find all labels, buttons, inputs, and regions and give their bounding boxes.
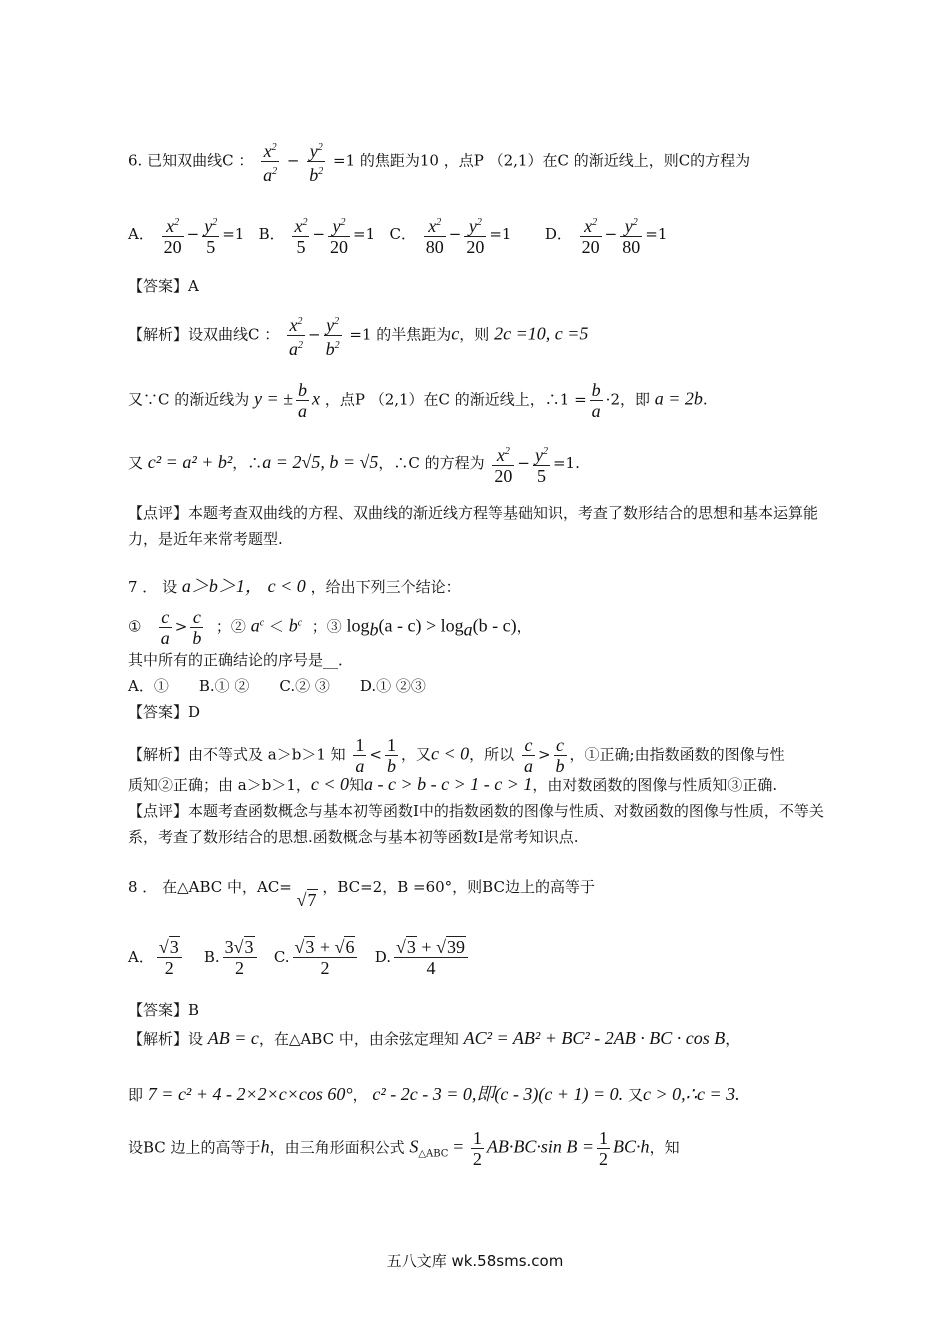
frac: $\frac{x^2}{20}$ (492, 442, 514, 486)
math: x (312, 388, 321, 409)
math: = (453, 1136, 468, 1157)
text: 又 (627, 1086, 643, 1104)
text: 设BC 边上的高等于 (128, 1138, 261, 1157)
frac: $\frac{b}{a}$ (298, 380, 308, 421)
text: ，BC=2，B =60°，则BC边上的高等于 (322, 878, 595, 896)
frac: $\frac{c}{a}$ (523, 735, 533, 776)
math: h (260, 1136, 270, 1157)
denominator: 20 (466, 237, 485, 257)
q6-analysis-2: 又∵C 的渐近线为 y = ± $\frac{b}{a}$ x ，点P （2,1）在C 的渐近线上，∴1 = $\frac{b}{a}$ ·2，即 a = 2b. (128, 380, 708, 421)
math: c² - 2c - 3 = 0,即(c - 3)(c + 1) = 0. (372, 1084, 624, 1104)
frac: $\frac{c}{a}$ (160, 607, 170, 648)
q7-analysis-2 (128, 774, 777, 795)
denominator: 5 (296, 237, 306, 257)
text: ， (725, 1030, 741, 1048)
text: ，给出下列三个结论： (310, 578, 461, 596)
denominator: 20 (330, 237, 349, 257)
text: ，在△ABC 中，由余弦定理知 (258, 1030, 459, 1048)
text: ， (516, 617, 532, 636)
denominator: 80 (622, 237, 641, 257)
q6-option-d[interactable]: D． $\frac{x^2}{20}$ − $\frac{y^2}{80}$ =1 (545, 225, 668, 243)
text: 知 (349, 776, 365, 794)
math: AB = c (207, 1028, 259, 1048)
q7-options[interactable]: A．① B.① ② C.② ③ D.① ②③ (128, 677, 426, 695)
text: 设双曲线C ： (188, 325, 280, 344)
text: ；② (215, 617, 246, 636)
math: a - c > b - c > 1 - c > 1 (364, 774, 533, 794)
analysis-label: 【解析】 (128, 325, 189, 344)
math: a＞b＞1， (181, 576, 263, 596)
q8-option-b[interactable] (203, 937, 260, 978)
denominator: 5 (206, 237, 216, 257)
text: 即 (128, 1086, 144, 1104)
frac: $\frac{y^2}{80}$ (620, 213, 642, 257)
math: 2c =10, c =5 (494, 323, 589, 344)
text: 【解析】设 (128, 1030, 204, 1048)
option-tail: =1 (645, 225, 668, 243)
math: c (451, 323, 460, 344)
math: AC² = AB² + BC² - 2AB · BC · cos B (463, 1028, 726, 1048)
q6-option-c[interactable]: C． $\frac{x^2}{80}$ − $\frac{y^2}{20}$ =1 (390, 225, 517, 243)
q7-stem (128, 576, 461, 597)
frac: $\frac{y^2}{20}$ (464, 213, 486, 257)
text: ，点P （2,1）在C 的渐近线上，∴1 = (324, 390, 587, 409)
frac: $\frac{1}{b}$ (387, 735, 396, 776)
text: ，①正确;由指数函数的图像与性 (569, 745, 785, 764)
q8-option-a[interactable] (128, 937, 185, 978)
frac: $\frac{3√3}{2}$ (223, 937, 257, 978)
q7-analysis-1: 【解析】由不等式及 a＞b＞1 知 $\frac{1}{a}$ < $\frac{1}{b}$ ，又c < 0，所以 $\frac{c}{a}$ > $\frac{c}{b}$ ，①正确;由指数函数的图像与性 (128, 735, 785, 776)
option-label: D. (374, 947, 392, 966)
q6-stem: 6. 已知双曲线C ： $\frac{x^2}{a^2}$ − $\frac{y^2}{b^2}$ =1 的焦距为10 ，点P （2,1）在C 的渐近线上，则C的方程为 (128, 138, 750, 185)
q6-stem-text-2: =1 的焦距为10 ，点P （2,1）在C 的渐近线上，则C的方程为 (333, 151, 751, 170)
frac: $\frac{x^2}{20}$ (580, 213, 602, 257)
text: ；③ (311, 617, 342, 636)
text: ，由三角形面积公式 (269, 1138, 405, 1157)
math: log (346, 615, 370, 636)
option-tail: =1 (222, 225, 245, 243)
option-tail: =1 (353, 225, 376, 243)
q8-analysis-2 (128, 1084, 740, 1105)
q6-stem-text: 6. 已知双曲线C ： (128, 151, 254, 170)
option-tail: =1 (489, 225, 512, 243)
frac: $\frac{b}{a}$ (591, 380, 601, 421)
q8-options (128, 937, 471, 978)
q8-analysis-3: 设BC 边上的高等于h，由三角形面积公式 $S_{\triangle ABC}$ = $\frac{1}{2}$ AB·BC·sin B = $\frac{1}{2}$ BC·h，知 (128, 1128, 680, 1169)
option-label: A． (128, 947, 154, 966)
q7-conclusions: ① $\frac{c}{a}$ > $\frac{c}{b}$ ；② $a^c < b^c$ ；③ $\log_b(a - c) > \log_a(b - c)$， (128, 607, 532, 648)
math: (b - c) (472, 615, 517, 636)
text: ① (128, 617, 142, 636)
frac: $\frac{√3}{2}$ (157, 937, 182, 978)
text: =1 的半焦距为 (349, 325, 452, 344)
math: a = 2b (654, 388, 703, 409)
frac: $\frac{c}{b}$ (192, 607, 202, 648)
frac: $\frac{y^2}{b^2}$ (324, 312, 342, 359)
math: c < 0 (267, 576, 306, 596)
denominator: 20 (163, 237, 182, 257)
q7-comment: 【点评】本题考查函数概念与基本初等函数Ⅰ中的指数函数的图像与性质、对数函数的图像与性质，不等关系，考查了数形结合的思想.函数概念与基本初等函数Ⅰ是常考知识点. (128, 802, 824, 846)
denominator: 20 (581, 237, 600, 257)
frac: $\frac{y^2}{5}$ (202, 213, 219, 257)
footer-site-link[interactable]: 五八文库 wk.58sms.com (386, 1252, 564, 1270)
q8-option-c[interactable] (273, 937, 361, 978)
frac: $\frac{√3 + √6}{2}$ (293, 937, 358, 978)
option-label: A． (128, 225, 154, 243)
text: ，∴C 的方程为 (378, 454, 485, 472)
frac: $\frac{x^2}{a^2}$ (287, 312, 305, 359)
math: (a - c) > log (378, 615, 464, 636)
text: 又∵C 的渐近线为 (128, 390, 250, 409)
text: ，又 (401, 745, 432, 764)
frac: $\frac{y^2}{5}$ (533, 442, 550, 486)
q7-answer: 【答案】D (128, 703, 201, 721)
math: a = 2√5, b = √5 (262, 452, 379, 472)
math: S (409, 1136, 419, 1157)
q6-option-a[interactable]: A． $\frac{x^2}{20}$ − $\frac{y^2}{5}$ =1 (128, 225, 249, 243)
text: 8 ． 在△ABC 中，AC= (128, 878, 292, 896)
text: ，∴ (232, 454, 263, 472)
option-label: D． (544, 225, 572, 243)
text: ·2，即 (605, 390, 650, 409)
option-label: C. (273, 947, 290, 966)
frac-x2-a2: $\frac{x^2}{a^2}$ (261, 138, 279, 185)
text: ，知 (649, 1138, 680, 1157)
frac: $\frac{y^2}{20}$ (328, 213, 350, 257)
q8-option-d[interactable] (374, 937, 471, 978)
text: 又 (128, 454, 144, 472)
text: ，所以 (469, 745, 515, 764)
frac-y2-b2: $\frac{y^2}{b^2}$ (307, 138, 325, 185)
text: 【解析】由不等式及 a＞b＞1 知 (128, 745, 346, 764)
text: ＜ (264, 617, 289, 636)
math: c < 0 (310, 774, 349, 794)
frac: $\frac{x^2}{5}$ (292, 213, 309, 257)
text: ，由对数函数的图像与性质知③正确. (532, 776, 778, 794)
q6-analysis-3: 又 c² = a² + b²，∴a = 2√5, b = √5，∴C 的方程为 $\frac{x^2}{20}$ − $\frac{y^2}{5}$ =1. (128, 442, 580, 486)
math: 7 = c² + 4 - 2×2×c×cos 60° (147, 1084, 353, 1104)
math: AB·BC·sin B = (486, 1136, 595, 1157)
math: a (250, 615, 260, 636)
sqrt-7: √7 (296, 890, 317, 910)
q6-options (128, 213, 667, 257)
option-label: B. (203, 947, 220, 966)
math: c² = a² + b² (147, 452, 233, 472)
math: y = ± (254, 388, 294, 409)
frac: $\frac{x^2}{80}$ (424, 213, 446, 257)
q6-answer: 【答案】A (128, 277, 199, 295)
q6-comment: 【点评】本题考查双曲线的方程、双曲线的渐近线方程等基础知识，考查了数形结合的思想和基本运算能力，是近年来常考题型. (128, 504, 819, 548)
q6-option-b[interactable]: B． $\frac{x^2}{5}$ − $\frac{y^2}{20}$ =1 (259, 225, 380, 243)
q8-analysis-1 (128, 1028, 740, 1049)
frac: $\frac{c}{b}$ (555, 735, 565, 776)
math: BC·h (613, 1136, 650, 1157)
denominator: 80 (425, 237, 444, 257)
option-label: C． (389, 225, 416, 243)
text: =1. (552, 454, 580, 472)
frac: $\frac{1}{2}$ (599, 1128, 609, 1169)
frac: $\frac{1}{2}$ (472, 1128, 482, 1169)
text: 质知②正确；由 a＞b＞1， (128, 776, 311, 794)
math: b (288, 615, 298, 636)
q8-stem (128, 876, 595, 910)
q7-ask: 其中所有的正确结论的序号是__． (128, 651, 354, 669)
frac: $\frac{1}{a}$ (355, 735, 365, 776)
math: c > 0,∴c = 3. (642, 1084, 740, 1104)
option-label: B． (258, 225, 285, 243)
frac: $\frac{√3 + √39}{4}$ (394, 937, 468, 978)
q6-analysis-1: 【解析】设双曲线C ： $\frac{x^2}{a^2}$ − $\frac{y^2}{b^2}$ =1 的半焦距为c，则 2c =10, c =5 (128, 312, 588, 359)
math: c < 0 (431, 743, 470, 764)
text: ， (352, 1086, 368, 1104)
q8-answer: 【答案】B (128, 1001, 200, 1019)
text: 7 ． 设 (128, 578, 178, 596)
frac: $\frac{x^2}{20}$ (162, 213, 184, 257)
text: ，则 (459, 325, 490, 344)
